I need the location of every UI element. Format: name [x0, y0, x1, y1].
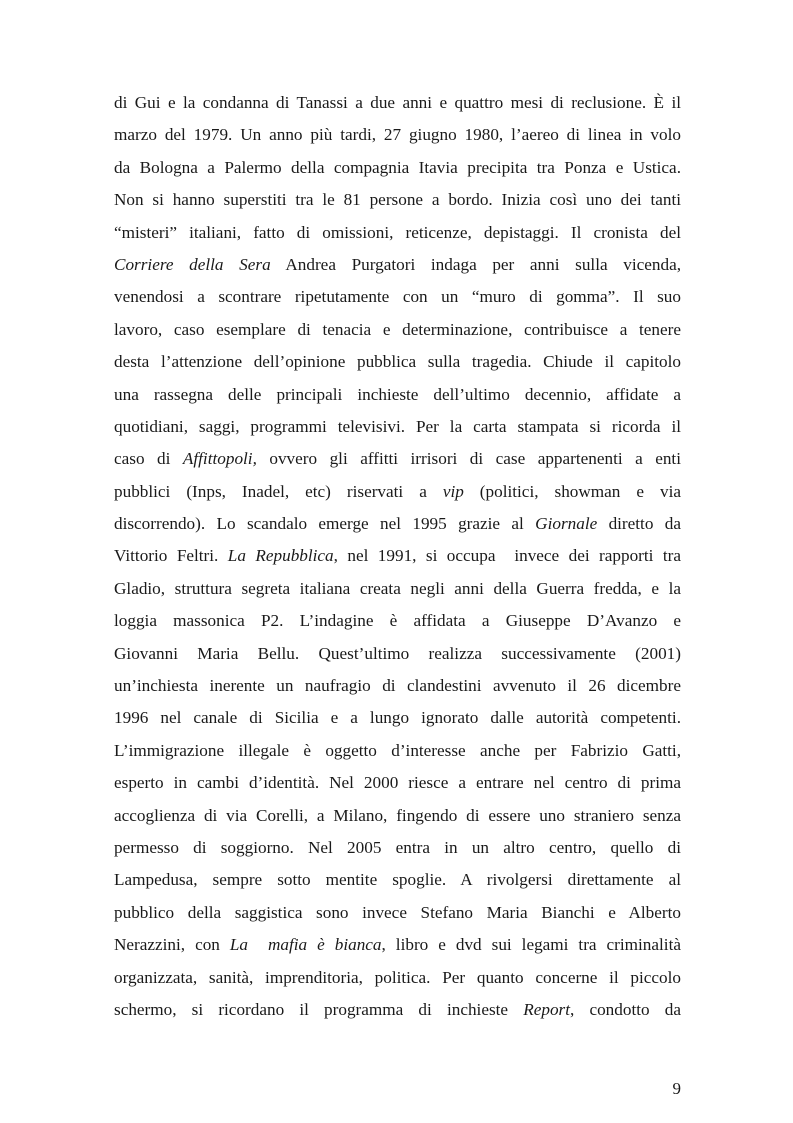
text-line	[114, 767, 681, 799]
text-segment: caso di	[114, 449, 183, 469]
text-line	[114, 379, 681, 411]
italic-text: Giornale	[535, 514, 598, 534]
text-segment: Andrea Purgatori indaga per anni sulla vicenda,	[270, 254, 681, 274]
text-line	[114, 314, 681, 346]
text-line	[114, 476, 681, 508]
text-segment: permesso di soggiorno. Nel 2005 entra in un altro centro, quello di	[114, 837, 681, 857]
text-line	[114, 249, 681, 281]
text-segment: marzo del 1979. Un anno più tardi, 27 giugno 1980, l’aereo di linea in volo	[114, 125, 681, 145]
text-segment: Gladio, struttura segreta italiana creata negli anni della Guerra fredda, e la	[114, 578, 681, 598]
text-segment: (politici, showman e via	[463, 481, 681, 501]
text-segment: Lampedusa, sempre sotto mentite spoglie. A rivolgersi direttamente al	[114, 870, 681, 890]
text-segment: esperto in cambi d’identità. Nel 2000 riesce a entrare nel centro di prima	[114, 773, 681, 793]
text-segment: Non si hanno superstiti tra le 81 persone a bordo. Inizia così uno dei tanti	[114, 190, 681, 210]
text-line	[114, 994, 681, 1026]
text-segment: pubblici (Inps, Inadel, etc) riservati a	[114, 481, 443, 501]
text-segment: Vittorio Feltri.	[114, 546, 228, 566]
text-line	[114, 119, 681, 151]
text-segment: venendosi a scontrare ripetutamente con un “muro di gomma”. Il suo	[114, 287, 681, 307]
italic-text: Corriere della Sera	[114, 254, 271, 274]
text-segment: diretto da	[597, 514, 681, 534]
italic-text: Affittopoli,	[182, 449, 257, 469]
text-segment: desta l’attenzione dell’opinione pubblica sulla tragedia. Chiude il capitolo	[114, 352, 681, 372]
text-segment: discorrendo). Lo scandalo emerge nel 1995 grazie al	[114, 514, 536, 534]
text-line	[114, 152, 681, 184]
text-line	[114, 346, 681, 378]
text-segment: loggia massonica P2. L’indagine è affidata a Giuseppe D’Avanzo e	[114, 611, 681, 631]
text-segment: organizzata, sanità, imprenditoria, politica. Per quanto concerne il piccolo	[114, 967, 681, 987]
text-segment: Giovanni Maria Bellu. Quest’ultimo realizza successivamente (2001)	[114, 643, 681, 663]
text-line	[114, 670, 681, 702]
text-line	[114, 605, 681, 637]
text-segment: lavoro, caso esemplare di tenacia e determinazione, contribuisce a tenere	[114, 319, 681, 339]
text-segment: 1996 nel canale di Sicilia e a lungo ignorato dalle autorità competenti.	[114, 708, 681, 728]
text-segment: L’immigrazione illegale è oggetto d’interesse anche per Fabrizio Gatti,	[114, 740, 681, 760]
text-line	[114, 735, 681, 767]
italic-text: vip	[442, 481, 464, 501]
text-segment: un’inchiesta inerente un naufragio di clandestini avvenuto il 26 dicembre	[114, 676, 681, 696]
text-segment: , nel 1991, si occupa invece dei rapporti tra	[333, 546, 681, 566]
text-line	[114, 832, 681, 864]
text-line	[114, 800, 681, 832]
text-segment: schermo, si ricordano il programma di inchieste	[114, 999, 524, 1019]
text-line	[114, 443, 681, 475]
text-segment: da Bologna a Palermo della compagnia Itavia precipita tra Ponza e Ustica.	[114, 157, 681, 177]
text-segment: una rassegna delle principali inchieste dell’ultimo decennio, affidate a	[114, 384, 681, 404]
text-line	[114, 540, 681, 572]
text-line	[114, 573, 681, 605]
italic-text: Report	[523, 999, 570, 1019]
text-segment: , libro e dvd sui legami tra criminalità	[381, 935, 681, 955]
text-line	[114, 281, 681, 313]
text-line	[114, 87, 681, 119]
text-line	[114, 962, 681, 994]
text-line	[114, 508, 681, 540]
page-number: 9	[672, 1079, 681, 1098]
text-segment: , condotto da	[570, 999, 681, 1019]
text-segment: ovvero gli affitti irrisori di case appartenenti a enti	[256, 449, 681, 469]
text-segment: “misteri” italiani, fatto di omissioni, reticenze, depistaggi. Il cronista del	[114, 222, 681, 242]
text-line	[114, 864, 681, 896]
text-line	[114, 897, 681, 929]
text-segment: accoglienza di via Corelli, a Milano, fingendo di essere uno straniero senza	[114, 805, 681, 825]
text-segment: pubblico della saggistica sono invece Stefano Maria Bianchi e Alberto	[114, 902, 681, 922]
text-line	[114, 411, 681, 443]
text-line	[114, 638, 681, 670]
italic-text: La Repubblica	[227, 546, 334, 566]
text-segment: di Gui e la condanna di Tanassi a due anni e quattro mesi di reclusione. È il	[114, 93, 681, 112]
text-line	[114, 184, 681, 216]
text-line	[114, 217, 681, 249]
text-segment: quotidiani, saggi, programmi televisivi. Per la carta stampata si ricorda il	[114, 416, 681, 436]
text-segment: Nerazzini, con	[114, 935, 230, 955]
text-line	[114, 929, 681, 961]
body-paragraph	[114, 87, 681, 1026]
italic-text: La mafia è bianca	[229, 935, 382, 955]
text-line	[114, 702, 681, 734]
